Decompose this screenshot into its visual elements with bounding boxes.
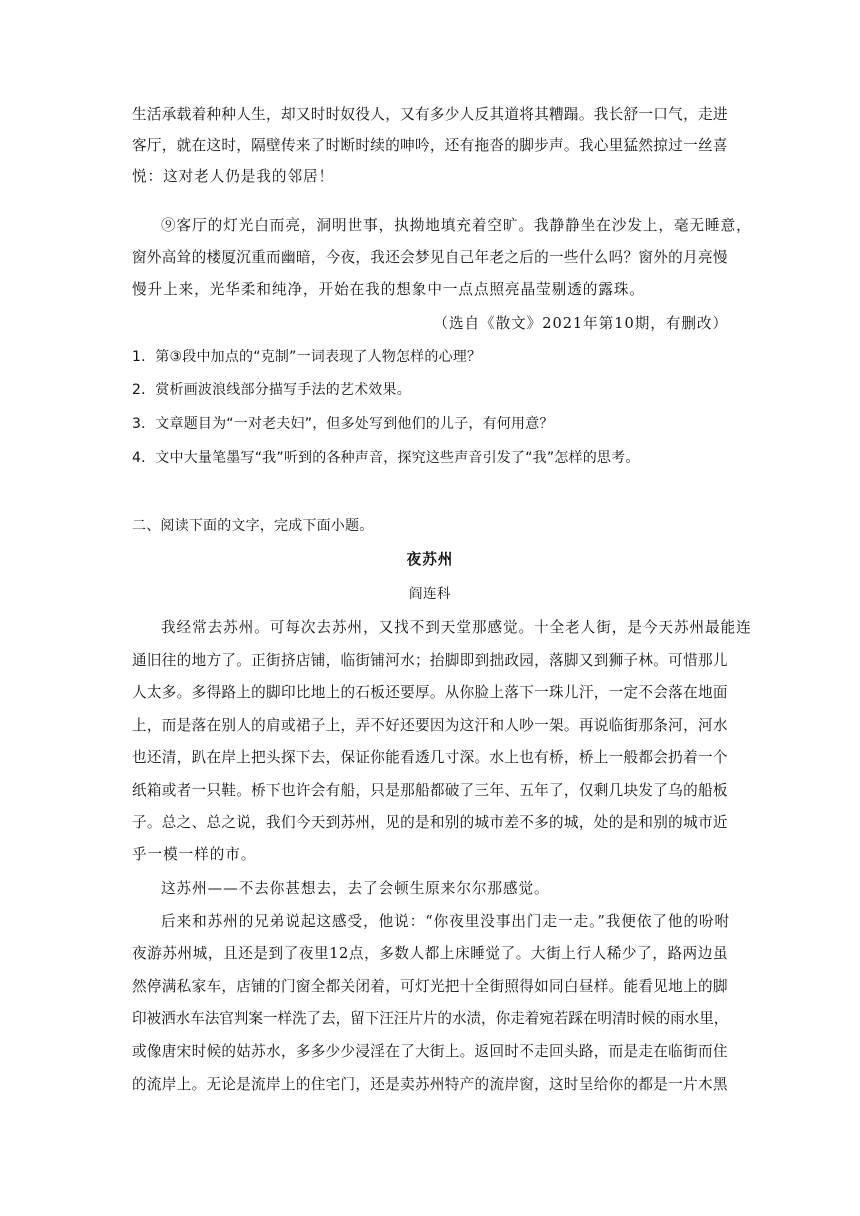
article-line: 人太多。多得路上的脚印比地上的石板还要厚。从你脸上落下一珠儿汗，一定不会落在地面 bbox=[132, 684, 728, 701]
question-2: 2．赏析画波浪线部分描写手法的艺术效果。 bbox=[132, 382, 411, 398]
article-line: 后来和苏州的兄弟说起这感受，他说：“你夜里没事出门走一走。”我便依了他的吩咐 bbox=[161, 913, 731, 930]
question-4: 4．文中大量笔墨写“我”听到的各种声音，探究这些声音引发了“我”怎样的思考。 bbox=[132, 450, 640, 466]
article-line: 上，而是落在别人的肩或裙子上，弄不好还要因为这汗和人吵一架。再说临街那条河，河水 bbox=[132, 717, 728, 734]
article-line: 乎一模一样的市。 bbox=[132, 846, 257, 863]
passage-line: 生活承载着种种人生，却又时时奴役人，又有多少人反其道将其糟蹋。我长舒一口气，走进 bbox=[132, 106, 728, 123]
section-heading: 二、阅读下面的文字，完成下面小题。 bbox=[132, 518, 374, 534]
article-line: 我经常去苏州。可每次去苏州，又找不到天堂那感觉。十全老人街，是今天苏州最能连 bbox=[161, 619, 752, 636]
article-line: 的流岸上。无论是流岸上的住宅门，还是卖苏州特产的流岸窗，这时呈给你的都是一片木黑 bbox=[132, 1076, 728, 1093]
article-line: 纸箱或者一只鞋。桥下也许会有船，只是那船都破了三年、五年了，仅剩几块发了乌的船板 bbox=[132, 782, 728, 799]
article-line: 这苏州——不去你甚想去，去了会顿生原来尔尔那感觉。 bbox=[161, 880, 550, 897]
article-line: 夜游苏州城，且还是到了夜里12点，多数人都上床睡觉了。大街上行人稀少了，路两边虽 bbox=[132, 945, 729, 962]
article-line: 然停满私家车，店铺的门窗全都关闭着，可灯光把十全街照得如同白昼样。能看见地上的脚 bbox=[132, 978, 728, 995]
question-3: 3．文章题目为“一对老夫妇”，但多处写到他们的儿子，有何用意？ bbox=[132, 416, 554, 432]
question-1: 1．第③段中加点的“克制”一词表现了人物怎样的心理？ bbox=[132, 349, 482, 365]
article-title: 夜苏州 bbox=[406, 551, 454, 568]
passage-line: ⑨客厅的灯光白而亮，洞明世事，执拗地填充着空旷。我静静坐在沙发上，毫无睡意， bbox=[161, 217, 752, 234]
passage-line: 窗外高耸的楼厦沉重而幽暗，今夜，我还会梦见自己年老之后的一些什么吗？窗外的月亮慢 bbox=[132, 249, 728, 266]
article-line: 印被洒水车法官判案一样洗了去，留下汪汪片片的水渍，你走着宛若踩在明清时候的雨水里， bbox=[132, 1010, 729, 1027]
passage-line: 慢升上来，光华柔和纯净，开始在我的想象中一点点照亮晶莹剔透的露珠。 bbox=[132, 281, 645, 298]
article-line: 也还清，趴在岸上把头探下去，保证你能看透几寸深。水上也有桥，桥上一般都会扔着一个 bbox=[132, 749, 728, 766]
article-line: 子。总之、总之说，我们今天到苏州，见的是和别的城市差不多的城，处的是和别的城市近 bbox=[132, 814, 728, 831]
source-citation: （选自《散文》2021年第10期，有删改） bbox=[433, 315, 728, 332]
passage-line: 客厅，就在这时，隔壁传来了时断时续的呻吟，还有拖沓的脚步声。我心里猛然掠过一丝喜 bbox=[132, 137, 728, 154]
passage-line: 悦：这对老人仍是我的邻居！ bbox=[132, 168, 335, 185]
article-line: 或像唐宋时候的姑苏水，多多少少浸淫在了大街上。返回时不走回头路，而是走在临街而住 bbox=[132, 1043, 728, 1060]
article-line: 通旧往的地方了。正街挤店铺，临街铺河水；抬脚即到拙政园，落脚又到狮子林。可惜那儿 bbox=[132, 652, 728, 669]
article-author: 阎连科 bbox=[409, 586, 451, 602]
